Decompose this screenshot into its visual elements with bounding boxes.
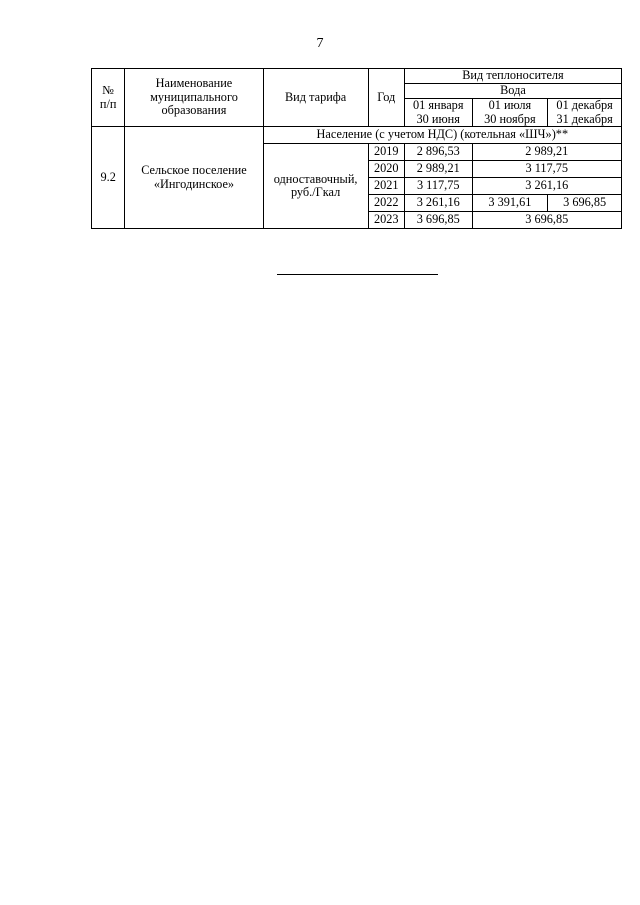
period-3-from: 01 декабря [556, 98, 613, 112]
header-number-line1: № [102, 83, 115, 97]
group-row [92, 127, 622, 144]
row-number: 9.2 [92, 127, 125, 229]
header-carrier: Вид теплоносителя [404, 69, 621, 84]
year-cell: 2020 [368, 161, 404, 178]
header-number [92, 69, 125, 127]
header-water: Вода [404, 84, 621, 99]
year-cell: 2022 [368, 195, 404, 212]
value-p1: 3 261,16 [404, 195, 472, 212]
tariff-type-line1: одноставочный, [273, 171, 358, 186]
header-row-1 [92, 69, 622, 84]
value-p3: 3 696,85 [548, 195, 622, 212]
period-2-from: 01 июля [488, 98, 532, 112]
header-period-3 [548, 99, 622, 127]
year-cell: 2021 [368, 178, 404, 195]
municipality-line1: Сельское поселение [141, 163, 247, 178]
page-number: 7 [316, 36, 324, 51]
municipality-line2: «Ингодинское» [153, 176, 235, 191]
header-municipality-line2: муниципального [150, 89, 238, 104]
value-p23: 2 989,21 [472, 144, 621, 161]
year-cell: 2023 [368, 212, 404, 229]
header-period-1 [404, 99, 472, 127]
header-municipality-line3: образования [161, 103, 227, 118]
value-p23: 3 117,75 [472, 161, 621, 178]
tariff-table [91, 68, 622, 229]
group-title: Население (с учетом НДС) (котельная «ШЧ»)** [263, 127, 621, 144]
value-p1: 3 696,85 [404, 212, 472, 229]
value-p1: 3 117,75 [404, 178, 472, 195]
footnote-divider [277, 274, 438, 275]
value-p23: 3 696,85 [472, 212, 621, 229]
year-cell: 2019 [368, 144, 404, 161]
header-period-2 [472, 99, 548, 127]
value-p2: 3 391,61 [472, 195, 548, 212]
header-tariff-type: Вид тарифа [263, 69, 368, 127]
period-2-to: 30 ноября [484, 111, 536, 126]
value-p1: 2 989,21 [404, 161, 472, 178]
tariff-type-line2: руб./Гкал [290, 185, 341, 200]
period-1-to: 30 июня [416, 111, 460, 126]
header-number-line2: п/п [99, 96, 117, 111]
period-3-to: 31 декабря [556, 111, 613, 126]
header-year: Год [368, 69, 404, 127]
header-municipality-line1: Наименование [155, 76, 233, 91]
row-tariff-type [263, 144, 368, 229]
value-p1: 2 896,53 [404, 144, 472, 161]
row-municipality [125, 127, 263, 229]
value-p23: 3 261,16 [472, 178, 621, 195]
period-1-from: 01 января [412, 98, 464, 112]
header-municipality [125, 69, 263, 127]
